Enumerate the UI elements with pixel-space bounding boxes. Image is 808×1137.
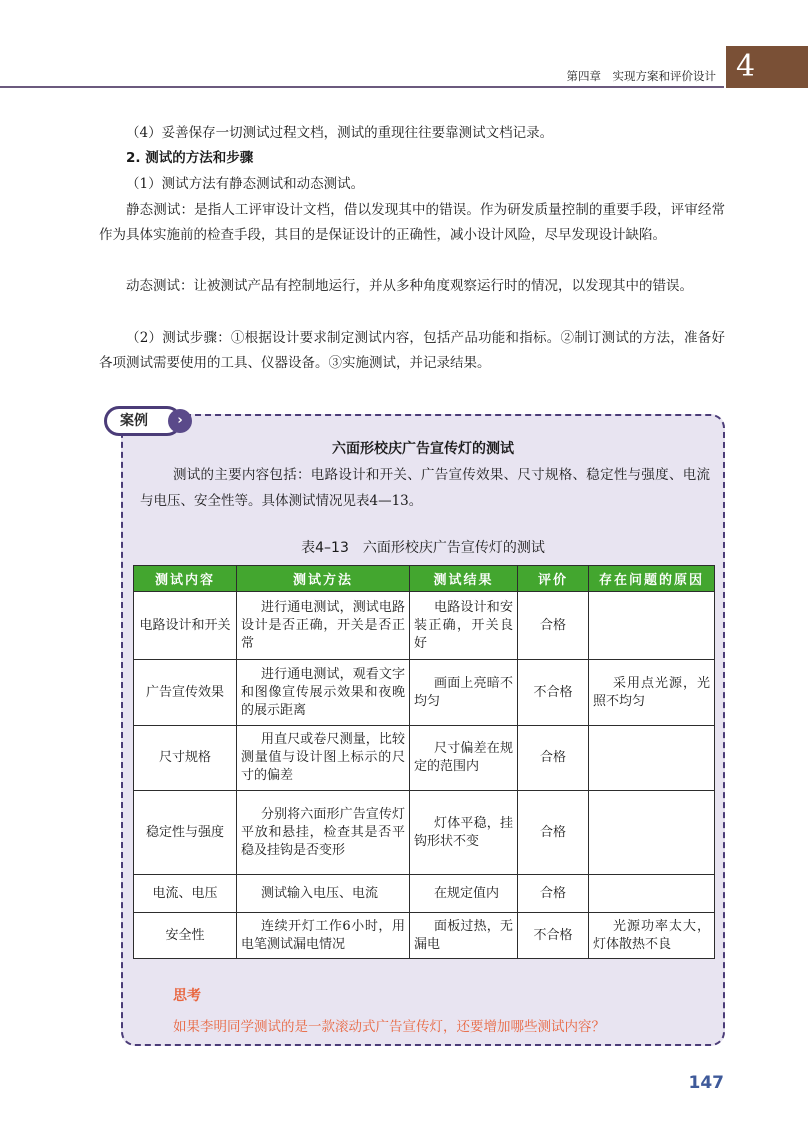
table-header-row (134, 566, 715, 592)
table-cell (589, 875, 715, 913)
table-cell: 分别将六面形广告宣传灯平放和悬挂，检查其是否平稳及挂钩是否变形 (237, 791, 410, 875)
table-row (134, 875, 715, 913)
table-cell: 测试输入电压、电流 (237, 875, 410, 913)
header-rule (0, 86, 724, 88)
table-cell: 合格 (518, 791, 589, 875)
table-cell: 稳定性与强度 (134, 791, 237, 875)
table-cell (589, 592, 715, 660)
table-cell: 广告宣传效果 (134, 660, 237, 726)
table-row (134, 592, 715, 660)
header-cell: 测试内容 (134, 566, 237, 592)
table-cell: 合格 (518, 875, 589, 913)
table-cell: 电路设计和安装正确，开关良好 (410, 592, 518, 660)
table-row (134, 660, 715, 726)
case-intro: 测试的主要内容包括：电路设计和开关、广告宣传效果、尺寸规格、稳定性与强度、电流与电压、安全性等。具体测试情况见表4—13。 (140, 467, 710, 509)
paragraph-dynamic-test: 动态测试：让被测试产品有控制地运行，并从多种角度观察运行时的情况，以发现其中的错误。 (126, 278, 693, 294)
table-cell: 不合格 (518, 913, 589, 959)
header-cell: 存在问题的原因 (589, 566, 715, 592)
case-title: 六面形校庆广告宣传灯的测试 (332, 441, 514, 457)
header-cell: 测试方法 (237, 566, 410, 592)
test-table (133, 565, 715, 959)
table-row (134, 913, 715, 959)
header-cell: 测试结果 (410, 566, 518, 592)
table-cell: 合格 (518, 592, 589, 660)
table-cell: 合格 (518, 726, 589, 791)
paragraph-item4: （4）妥善保存一切测试过程文档，测试的重现往往要靠测试文档记录。 (126, 125, 554, 141)
case-label: 案例 (104, 406, 182, 436)
table-cell: 尺寸偏差在规定的范围内 (410, 726, 518, 791)
table-cell: 电流、电压 (134, 875, 237, 913)
table-caption: 表4–13 六面形校庆广告宣传灯的测试 (301, 540, 545, 556)
table-row (134, 791, 715, 875)
table-cell: 尺寸规格 (134, 726, 237, 791)
table-cell: 画面上亮暗不均匀 (410, 660, 518, 726)
table-cell: 进行通电测试，测试电路设计是否正确，开关是否正常 (237, 592, 410, 660)
table-cell: 光源功率太大，灯体散热不良 (589, 913, 715, 959)
table-cell: 在规定值内 (410, 875, 518, 913)
table-cell: 电路设计和开关 (134, 592, 237, 660)
think-question: 如果李明同学测试的是一款滚动式广告宣传灯，还要增加哪些测试内容？ (173, 1019, 605, 1035)
table-cell: 安全性 (134, 913, 237, 959)
table-cell: 面板过热，无漏电 (410, 913, 518, 959)
chevron-right-icon: › (168, 409, 192, 433)
table-cell: 连续开灯工作6小时，用电笔测试漏电情况 (237, 913, 410, 959)
table-cell: 采用点光源，光照不均匀 (589, 660, 715, 726)
table-cell: 灯体平稳，挂钩形状不变 (410, 791, 518, 875)
chapter-title: 第四章 实现方案和评价设计 (566, 69, 716, 83)
think-label: 思考 (173, 988, 201, 1004)
table-cell: 进行通电测试，观看文字和图像宣传展示效果和夜晚的展示距离 (237, 660, 410, 726)
table-cell: 用直尺或卷尺测量，比较测量值与设计图上标示的尺寸的偏差 (237, 726, 410, 791)
paragraph-item1: （1）测试方法有静态测试和动态测试。 (126, 176, 365, 192)
table-row (134, 726, 715, 791)
table-cell (589, 726, 715, 791)
header-cell: 评价 (518, 566, 589, 592)
table-cell: 不合格 (518, 660, 589, 726)
chapter-number-tab: 4 (726, 46, 808, 88)
table-cell (589, 791, 715, 875)
paragraph-static-test: 静态测试：是指人工评审设计文档，借以发现其中的错误。作为研发质量控制的重要手段，评审经常作为具体实施前的检查手段，其目的是保证设计的正确性，减小设计风险，尽早发现设计缺陷。 (99, 202, 725, 243)
section-heading: 2. 测试的方法和步骤 (126, 150, 254, 166)
page-number: 147 (688, 1073, 724, 1093)
paragraph-item2: （2）测试步骤：①根据设计要求制定测试内容，包括产品功能和指标。②制订测试的方法，准备好各项测试需要使用的工具、仪器设备。③实施测试，并记录结果。 (99, 330, 725, 371)
